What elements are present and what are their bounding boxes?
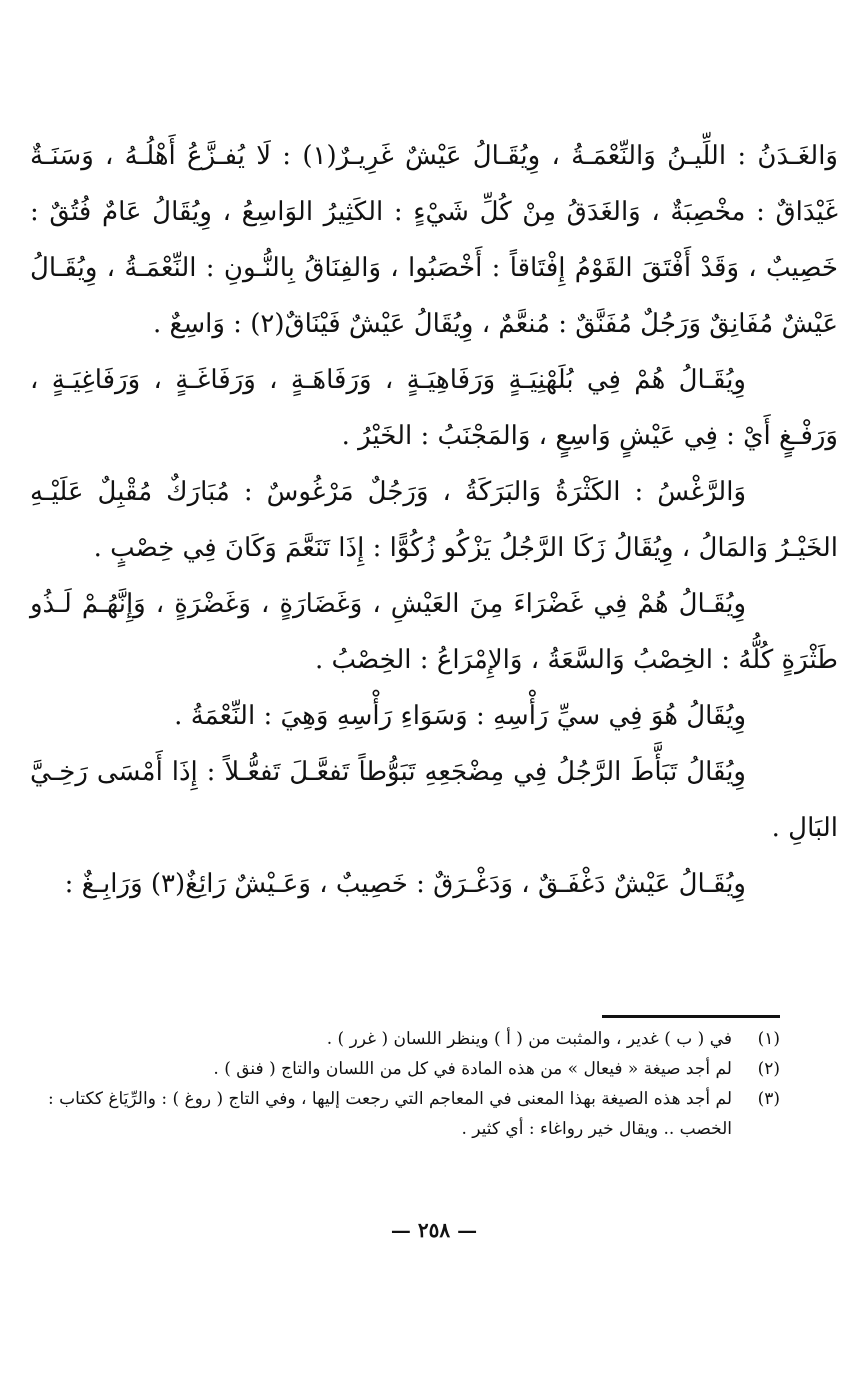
paragraph-1: وَالغَـدَنُ : اللِّيـنُ وَالنِّعْمَـةُ ، وِيُقَـالُ عَيْشٌ غَرِيـرٌ(١) : لَا يُفـزَّعُ أَهْلُـهُ ، وَسَنَـةٌ غَيْدَاقٌ : مخْصِبَةٌ ، وَالغَدَقُ مِنْ كُلِّ شَيْءٍ : الكَثِيرُ الوَاسِعُ ، وِيُقَالُ عَامٌ فُتُقٌ : خَصِيبٌ ، وَقَدْ أَفْتَقَ القَوْمُ إِفْتَاقاً : أَخْصَبُوا ، وَالفِنَاقُ بِالنُّـونِ : النِّعْمَـةُ ، وِيُقَـالُ عَيْشٌ مُفَانِقٌ وَرَجُلٌ مُفَنَّقٌ : مُنعَّمٌ ، وِيُقَالُ عَيْشٌ فَيْنَاقٌ(٢) : وَاسِعٌ .: [30, 141, 838, 339]
paragraph-6: وِيُقَالُ تَبَأَّطَ الرَّجُلُ فِي مِضْجَعِهِ تَبَوُّطاً تَفعَّـلَ تَفعُّـلاً : إِذَا أَمْسَى رَخِـيَّ البَالِ .: [30, 757, 838, 843]
footnote-separator: [602, 1015, 780, 1018]
paragraph-7: وِيُقَـالُ عَيْشٌ دَغْفَـقٌ ، وَدَغْـرَقٌ : خَصِيبٌ ، وَعَـيْشٌ رَائِغٌ(٣) وَرَابِـغٌ :: [64, 869, 746, 899]
footnote-number: (٢): [757, 1059, 780, 1079]
paragraph-2: وِيُقَـالُ هُمْ فِي بُلَهْنِيَـةٍ وَرَفَاهِيَـةٍ ، وَرَفَاهَـةٍ ، وَرَفَاغَـةٍ ، وَرَفَاغِيَـةٍ ، وَرَفْـغٍ أَيْ : فِي عَيْشٍ وَاسِعٍ ، وَالمَجْنَبُ : الخَيْرُ .: [30, 365, 838, 451]
footnote-number: (١): [757, 1029, 780, 1049]
paragraph-5: وِيُقَالُ هُوَ فِي سيِّ رَأْسِهِ : وَسَوَاءِ رَأْسِهِ وَهِيَ : النِّعْمَةُ .: [174, 701, 746, 731]
page-number: — ٢٥٨ —: [390, 1218, 478, 1242]
footnote-2: [30, 1054, 780, 1084]
footnotes: [30, 1024, 780, 1144]
paragraph-4: وِيُقَـالُ هُمْ فِي غَضْرَاءَ مِنَ العَيْشِ ، وَغَضَارَةٍ ، وَغَضْرَةٍ ، وَإِنَّهُـمْ لَـذُو طَثْرَةٍ كُلُّهُ : الخِصْبُ وَالسَّعَةُ ، وَالإِمْرَاعُ : الخِصْبُ .: [30, 589, 838, 675]
footnote-3: [30, 1084, 780, 1144]
main-text: [30, 128, 838, 912]
footnote-text: لم أجد صيغة « فيعال » من هذه المادة في كل من اللسان والتاج ( فنق ) .: [213, 1059, 732, 1079]
paragraph-3: وَالرَّغْسُ : الكَثْرَةُ وَالبَرَكَةُ ، وَرَجُلٌ مَرْغُوسٌ : مُبَارَكٌ مُقْبِلٌ عَلَيْـهِ الخَيْـرُ وَالمَالُ ، وِيُقَالُ زَكَا الرَّجُلُ يَزْكُو زُكُوًّا : إِذَا تَنَعَّمَ وَكَانَ فِي خِصْبٍ .: [30, 477, 838, 563]
footnote-number: (٣): [757, 1089, 780, 1109]
footnote-text: في ( ب ) غدير ، والمثبت من ( أ ) وينظر اللسان ( غرر ) .: [326, 1029, 732, 1049]
footnote-1: [30, 1024, 780, 1054]
footnote-text: لم أجد هذه الصيغة بهذا المعنى في المعاجم التي رجعت إليها ، وفي التاج ( روغ ) : والرِّيَاغ ككتاب : الخصب .. ويقال خير رواغاء : أي كثير .: [48, 1089, 732, 1139]
